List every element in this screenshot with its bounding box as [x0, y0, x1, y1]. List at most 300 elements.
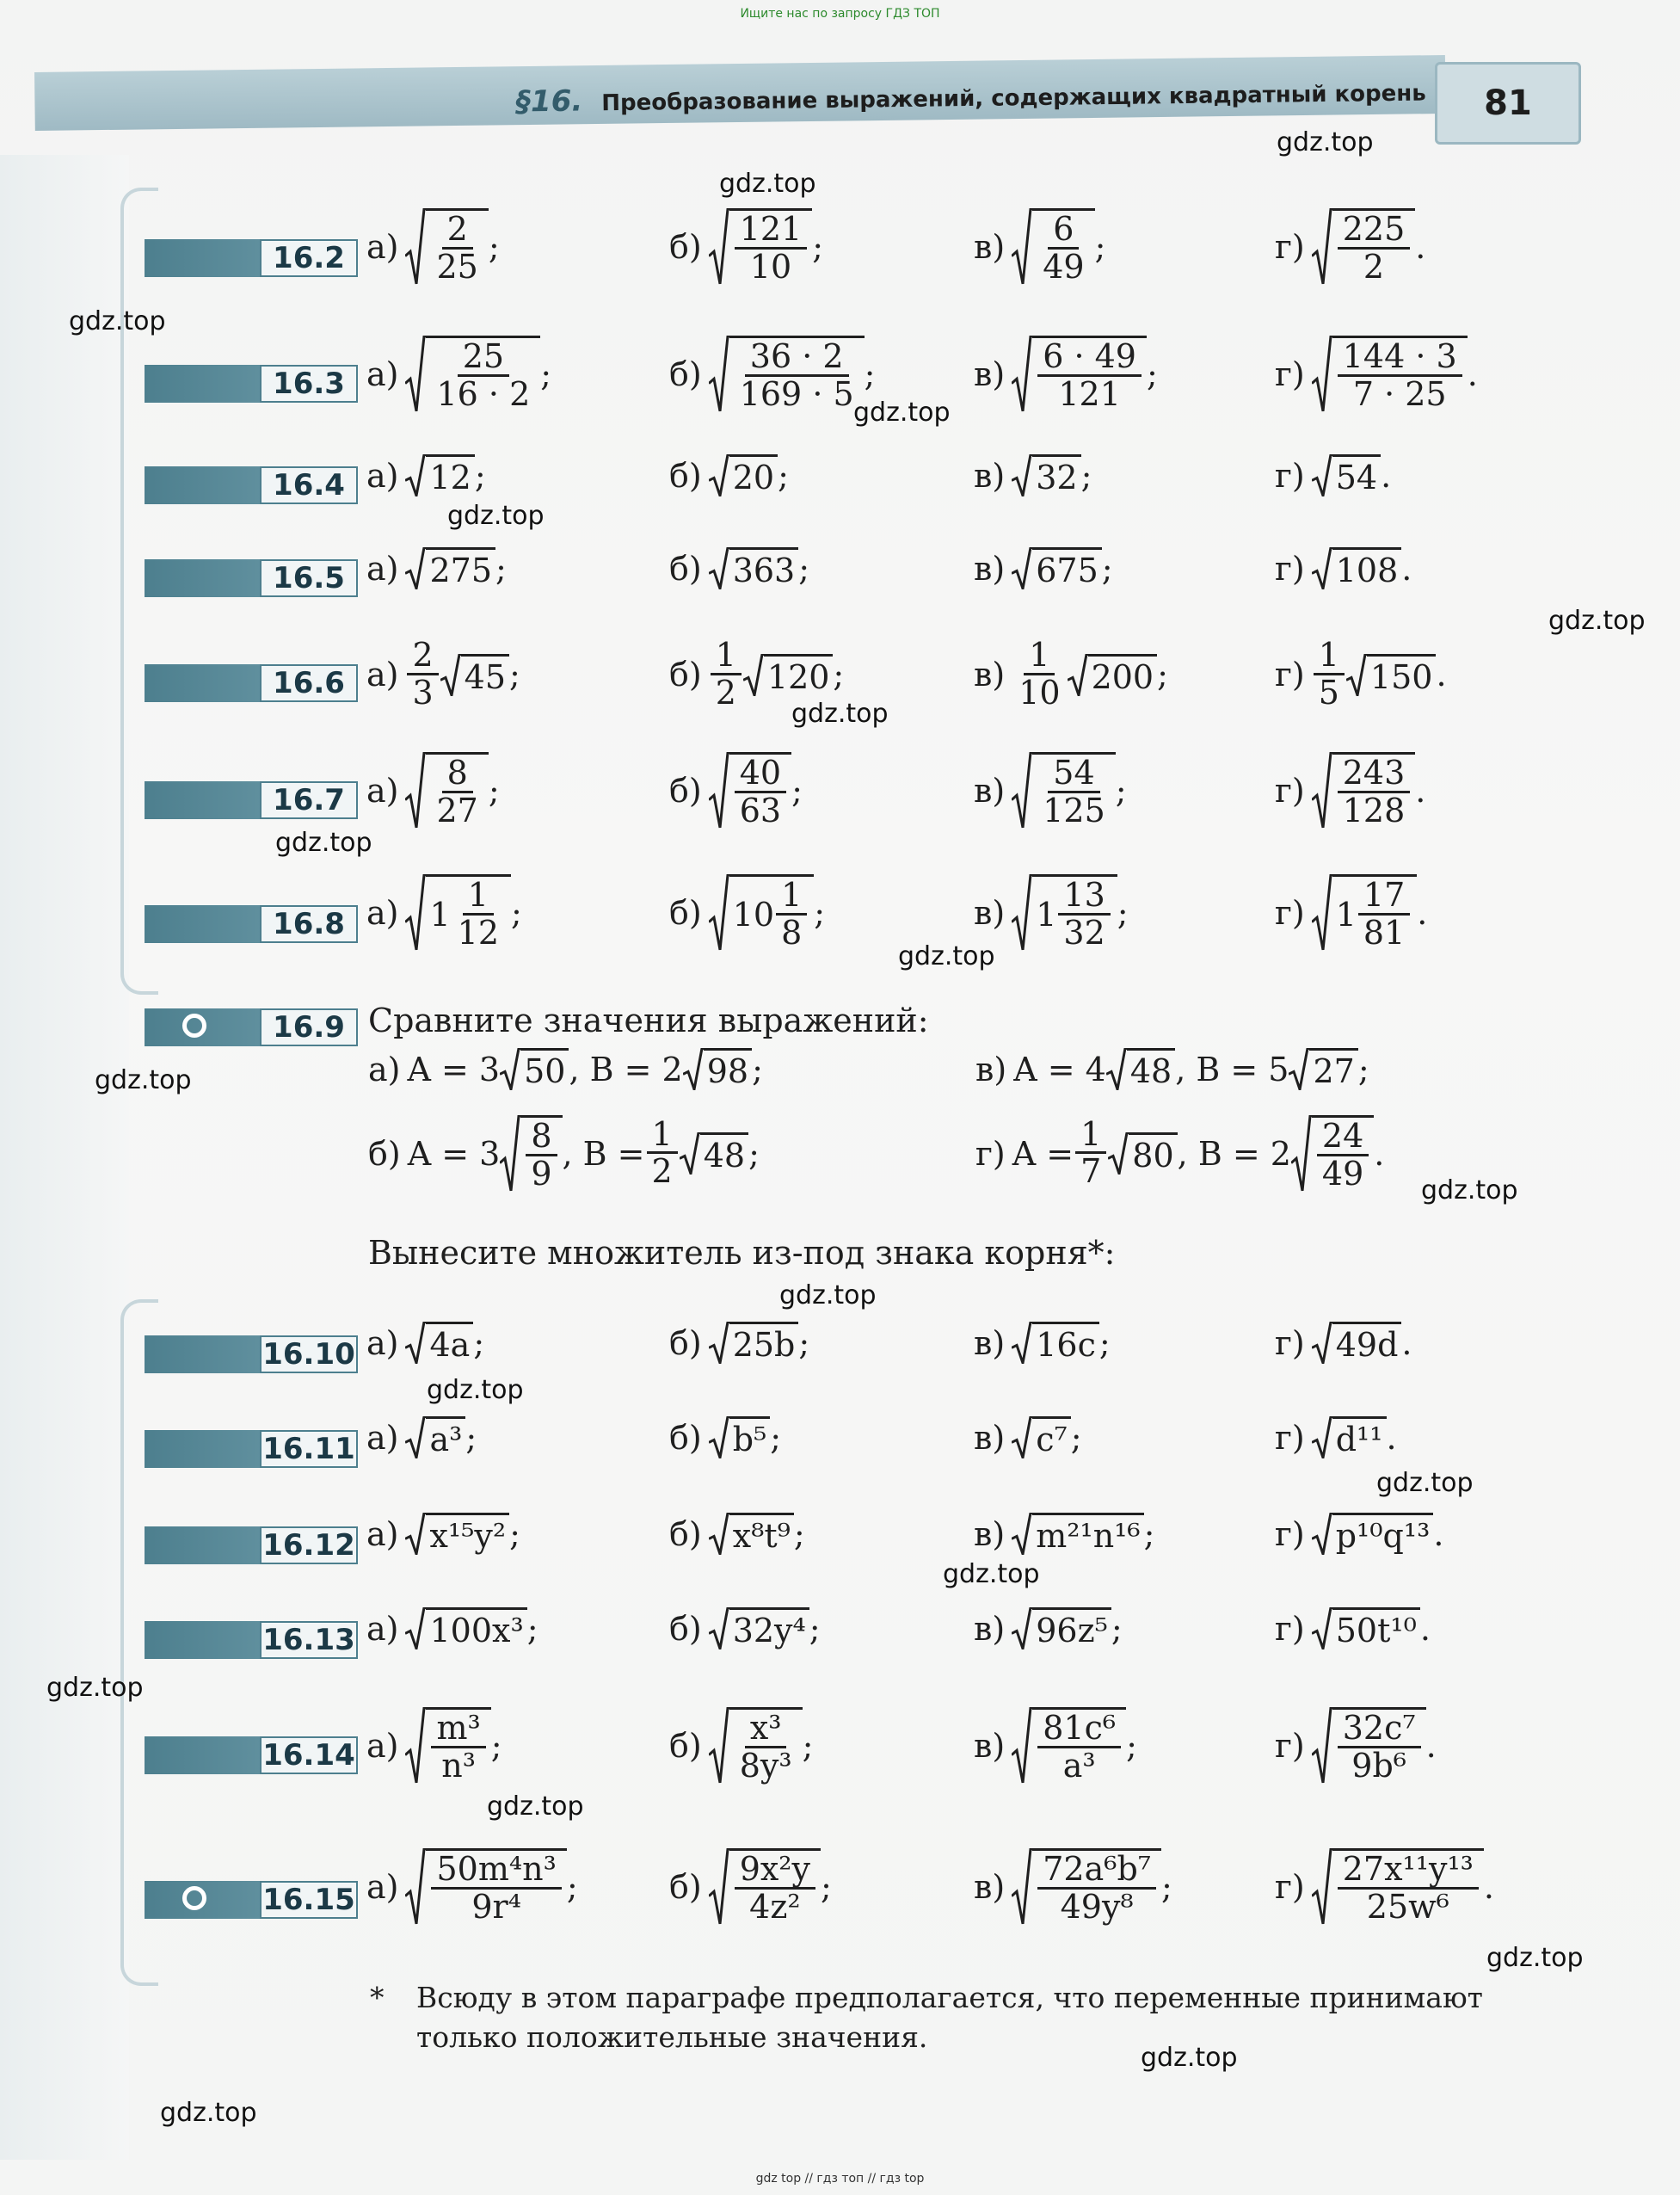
item-letter: в) — [974, 1609, 1006, 1648]
radical-sign-icon — [709, 874, 729, 952]
radicand — [1032, 1607, 1111, 1649]
radicand — [729, 1707, 803, 1785]
denominator: 63 — [739, 791, 782, 829]
denominator: 32 — [1063, 913, 1105, 952]
radical-sign-icon — [1012, 874, 1032, 952]
radicand — [729, 1416, 771, 1458]
item-v — [974, 874, 1129, 952]
item-a — [366, 547, 507, 589]
radicand — [1032, 1513, 1143, 1555]
numerator: 8 — [442, 756, 473, 793]
punctuation: ; — [495, 549, 507, 588]
numerator: 36 · 2 — [745, 340, 849, 377]
denominator: 25w⁶ — [1366, 1887, 1449, 1926]
item-b — [669, 336, 875, 413]
watermark: gdz.top — [46, 1673, 144, 1703]
radical-sign-icon — [709, 752, 729, 829]
punctuation: . — [1415, 771, 1426, 810]
radical — [1012, 752, 1116, 829]
radicand — [426, 752, 488, 829]
item-letter: б) — [669, 1867, 702, 1906]
radicand-value: 120 — [766, 657, 830, 696]
radical — [405, 874, 511, 952]
item-letter: а) — [366, 456, 399, 495]
radical-sign-icon — [1012, 1416, 1032, 1458]
punctuation: ; — [752, 1050, 763, 1088]
punctuation: ; — [526, 1609, 538, 1648]
punctuation: ; — [791, 771, 803, 810]
radical — [405, 752, 488, 829]
item-letter: г) — [1275, 1726, 1305, 1765]
radicand — [1088, 654, 1158, 696]
radical — [1312, 1416, 1387, 1458]
punctuation: . — [1425, 1726, 1437, 1765]
radicand — [729, 1848, 821, 1926]
item-b — [669, 752, 803, 829]
item-letter: б) — [669, 456, 702, 495]
punctuation: ; — [864, 355, 876, 393]
item-g — [1275, 752, 1425, 829]
punctuation: . — [1436, 656, 1447, 694]
watermark: gdz.top — [1548, 606, 1646, 636]
radical-sign-icon — [1312, 1322, 1332, 1364]
punctuation: ; — [509, 1514, 520, 1553]
punctuation: ; — [821, 1867, 832, 1906]
radicand — [729, 874, 815, 952]
radicand — [426, 547, 495, 589]
expr-b: , B = 2 — [1177, 1134, 1291, 1173]
exercise-number-tab — [145, 1335, 358, 1373]
denominator: 10 — [1018, 673, 1061, 712]
radical — [709, 454, 778, 496]
radicand — [700, 1132, 748, 1175]
item-letter: в) — [974, 771, 1006, 810]
radicand-value: c⁷ — [1036, 1421, 1068, 1458]
radicand — [461, 654, 509, 696]
numerator: 1 — [1314, 638, 1345, 675]
radicand-value: p¹⁰q¹³ — [1335, 1517, 1431, 1555]
expr-a: A = — [1012, 1134, 1074, 1173]
numerator: 13 — [1058, 879, 1110, 916]
item-letter: в) — [975, 1050, 1007, 1088]
punctuation: ; — [1111, 1609, 1123, 1648]
radical — [1012, 208, 1094, 286]
radical — [405, 336, 540, 413]
exercise-number-tab — [145, 781, 358, 819]
radicand — [729, 336, 865, 413]
radicand-value: 45 — [464, 657, 507, 696]
punctuation: . — [1467, 355, 1478, 393]
fraction — [1013, 638, 1065, 712]
punctuation: ; — [778, 456, 789, 495]
radical-sign-icon — [709, 1607, 729, 1649]
radicand — [1332, 874, 1418, 952]
numerator: 2 — [407, 638, 438, 675]
punctuation: . — [1483, 1867, 1495, 1906]
radical-sign-icon — [405, 874, 426, 952]
item-v — [974, 1416, 1082, 1458]
radicand — [1332, 336, 1468, 413]
radicand — [729, 1513, 794, 1555]
radicand-value: x⁸t⁹ — [732, 1517, 791, 1555]
item-letter: а) — [366, 355, 399, 393]
radicand — [1309, 1048, 1357, 1090]
radicand-value: 150 — [1369, 657, 1433, 696]
item-a — [366, 638, 520, 712]
punctuation: ; — [490, 1726, 502, 1765]
whole-part: 10 — [732, 896, 775, 934]
radical — [709, 1707, 803, 1785]
punctuation: ; — [802, 1726, 814, 1765]
item-g — [1275, 1416, 1397, 1458]
item-v — [974, 1707, 1137, 1785]
item-a — [366, 1322, 484, 1364]
radical — [1012, 1416, 1071, 1458]
radicand-value: 200 — [1091, 657, 1154, 696]
radicand — [426, 1322, 473, 1364]
punctuation: ; — [474, 456, 486, 495]
watermark: gdz.top — [1486, 1943, 1584, 1973]
item-letter: г) — [1275, 893, 1305, 932]
punctuation: ; — [1098, 1323, 1111, 1362]
numerator: 1 — [647, 1118, 678, 1155]
item-g — [975, 1115, 1384, 1193]
radical — [1312, 1607, 1420, 1649]
radical-sign-icon — [405, 547, 426, 589]
radicand — [1032, 752, 1116, 829]
radicand — [729, 1607, 809, 1649]
item-letter: а) — [366, 1418, 399, 1457]
radicand — [426, 1707, 490, 1785]
watermark: gdz.top — [853, 398, 951, 428]
denominator: 7 · 25 — [1352, 374, 1447, 413]
numerator: 225 — [1338, 213, 1411, 250]
footnote-line-2: только положительные значения. — [416, 2020, 928, 2054]
radical — [709, 208, 813, 286]
fraction — [407, 638, 438, 712]
punctuation: ; — [1147, 355, 1158, 393]
exercise-number-tab — [145, 1621, 358, 1659]
radical-sign-icon — [500, 1048, 520, 1090]
radicand — [1367, 654, 1437, 696]
radicand — [1332, 547, 1402, 589]
denominator: 10 — [749, 247, 792, 286]
numerator: 32c⁷ — [1338, 1711, 1421, 1748]
radical — [405, 1513, 509, 1555]
item-letter: б) — [669, 893, 702, 932]
radical-sign-icon — [405, 1607, 426, 1649]
radicand — [426, 1848, 566, 1926]
radical — [709, 1416, 771, 1458]
radical — [405, 1848, 566, 1926]
radical-sign-icon — [1012, 1848, 1032, 1926]
radicand-value: 80 — [1132, 1137, 1174, 1175]
radical — [405, 1607, 526, 1649]
item-letter: в) — [974, 227, 1006, 266]
watermark: gdz.top — [160, 2098, 257, 2128]
denominator: 9 — [531, 1154, 552, 1193]
radical — [405, 547, 495, 589]
radical — [680, 1132, 748, 1175]
radical — [1312, 1848, 1484, 1926]
fraction — [1037, 210, 1089, 286]
radicand — [764, 654, 834, 696]
punctuation: ; — [1161, 1867, 1172, 1906]
radicand-value: 32y⁴ — [732, 1612, 806, 1649]
radical-sign-icon — [1312, 454, 1332, 496]
watermark: gdz.top — [943, 1559, 1040, 1589]
item-letter: в) — [974, 893, 1006, 932]
radical-sign-icon — [500, 1115, 520, 1193]
radicand — [426, 1513, 509, 1555]
radical-sign-icon — [1346, 654, 1367, 696]
radicand — [1332, 208, 1416, 286]
radical — [709, 1513, 794, 1555]
item-g — [1275, 1707, 1437, 1785]
punctuation: ; — [770, 1418, 782, 1457]
radical-sign-icon — [1312, 547, 1332, 589]
fraction — [431, 756, 483, 829]
exercise-number-tab — [145, 1430, 358, 1468]
watermark: gdz.top — [898, 941, 995, 971]
exercise-number-tab — [145, 905, 358, 943]
punctuation: . — [1433, 1514, 1444, 1553]
denominator: 12 — [457, 913, 500, 952]
item-letter: а) — [366, 1514, 399, 1553]
radicand — [1332, 454, 1381, 496]
radical — [709, 547, 799, 589]
item-v — [974, 547, 1113, 589]
watermark: gdz.top — [69, 306, 166, 336]
radical — [1312, 1707, 1426, 1785]
radicand-value: 363 — [732, 552, 796, 589]
whole-part: 1 — [1036, 896, 1057, 934]
fraction — [1358, 876, 1410, 952]
fraction — [1338, 337, 1462, 413]
radicand-value: 675 — [1036, 552, 1098, 589]
radicand-value: 96z⁵ — [1036, 1612, 1108, 1649]
item-letter: г) — [1275, 1609, 1305, 1648]
denominator: 4z² — [749, 1887, 801, 1926]
item-letter: г) — [1275, 771, 1305, 810]
radicand — [729, 547, 799, 589]
item-a — [366, 1707, 502, 1785]
item-g — [1275, 638, 1447, 712]
denominator: 2 — [715, 673, 736, 712]
radicand-value: 98 — [706, 1052, 749, 1090]
punctuation: . — [1419, 1609, 1431, 1648]
radical-sign-icon — [709, 1416, 729, 1458]
exercise-number: 16.10 — [260, 1335, 358, 1373]
fraction — [1058, 876, 1110, 952]
denominator: 16 · 2 — [436, 374, 531, 413]
item-letter: в) — [974, 355, 1006, 393]
radicand-value: 100x³ — [429, 1612, 524, 1649]
item-letter: в) — [974, 1726, 1006, 1765]
exercise-number: 16.12 — [260, 1526, 358, 1564]
item-letter: а) — [366, 1609, 399, 1648]
numerator: 2 — [442, 213, 473, 250]
radical — [1012, 1707, 1126, 1785]
punctuation: ; — [488, 227, 500, 266]
radical — [1312, 208, 1416, 286]
radicand — [1332, 1416, 1387, 1458]
fraction — [1338, 1850, 1479, 1926]
radical-sign-icon — [709, 1707, 729, 1785]
fraction — [1037, 337, 1142, 413]
radical — [1012, 1513, 1143, 1555]
item-v — [974, 638, 1168, 712]
watermark: gdz.top — [791, 699, 889, 729]
denominator: 8 — [781, 913, 803, 952]
numerator: 24 — [1317, 1119, 1369, 1156]
punctuation: ; — [465, 1418, 477, 1457]
exercise-number-tab — [145, 664, 358, 702]
punctuation: ; — [798, 1323, 810, 1362]
item-g — [1275, 547, 1412, 589]
radical-sign-icon — [405, 208, 426, 286]
item-letter: в) — [974, 1867, 1006, 1906]
radical-sign-icon — [440, 654, 461, 696]
fraction — [647, 1114, 678, 1191]
punctuation: ; — [1157, 656, 1168, 694]
fraction — [431, 210, 483, 286]
numerator: 27x¹¹y¹³ — [1338, 1853, 1479, 1890]
item-g — [1275, 1848, 1494, 1926]
radical-sign-icon — [680, 1132, 700, 1175]
item-g — [1275, 1513, 1443, 1555]
radical-sign-icon — [1291, 1115, 1312, 1193]
margin-shade — [0, 155, 129, 2160]
radical-sign-icon — [1012, 547, 1032, 589]
radical — [405, 208, 488, 286]
mixed-number — [732, 876, 809, 952]
item-letter: а) — [366, 227, 399, 266]
radicand — [520, 1048, 569, 1090]
watermark: gdz.top — [1277, 127, 1374, 157]
punctuation: ; — [1080, 456, 1092, 495]
exercise-number: 16.3 — [260, 365, 358, 403]
watermark: gdz.top — [275, 828, 372, 858]
radical — [1312, 336, 1468, 413]
denominator: 9b⁶ — [1351, 1746, 1407, 1785]
numerator: 144 · 3 — [1338, 340, 1462, 377]
radicand — [1032, 1707, 1126, 1785]
section-title: Преобразование выражений, содержащих квадратный корень — [601, 80, 1426, 117]
denominator: 2 — [651, 1152, 673, 1191]
expr-a: A = 3 — [407, 1134, 501, 1173]
item-letter: а) — [366, 1726, 399, 1765]
radicand — [1332, 1513, 1434, 1555]
denominator: 49y⁸ — [1060, 1887, 1134, 1926]
item-v — [974, 752, 1127, 829]
exercise-number: 16.5 — [260, 559, 358, 597]
radical-sign-icon — [1289, 1048, 1309, 1090]
radicand — [729, 752, 791, 829]
footnote-mark: * — [370, 1981, 385, 2014]
numerator: 1 — [776, 879, 807, 916]
radicand — [1312, 1115, 1374, 1193]
denominator: 169 · 5 — [739, 374, 854, 413]
radicand — [729, 454, 778, 496]
radicand-value: 108 — [1335, 552, 1399, 589]
item-b — [669, 1848, 832, 1926]
item-letter: г) — [1275, 1867, 1305, 1906]
expr-b: , B = 5 — [1175, 1050, 1289, 1088]
item-letter: в) — [974, 456, 1006, 495]
item-v — [974, 1848, 1172, 1926]
exercise-number-tab — [145, 1881, 358, 1919]
denominator: n³ — [441, 1746, 476, 1785]
radical-sign-icon — [1012, 1513, 1032, 1555]
radical-sign-icon — [709, 1848, 729, 1926]
numerator: 243 — [1338, 756, 1411, 793]
item-v — [974, 1607, 1123, 1649]
punctuation: ; — [488, 771, 500, 810]
item-a — [366, 336, 551, 413]
radical — [1012, 336, 1147, 413]
item-g — [1275, 208, 1425, 286]
item-a — [366, 1848, 578, 1926]
radical-sign-icon — [743, 654, 764, 696]
item-a — [366, 454, 486, 496]
item-letter: в) — [974, 1323, 1006, 1362]
radical — [1012, 874, 1117, 952]
numerator: 6 — [1048, 213, 1079, 250]
denominator: 3 — [412, 673, 434, 712]
item-a — [366, 874, 522, 952]
radicand — [1032, 1322, 1099, 1364]
radicand — [729, 208, 813, 286]
fraction — [1314, 638, 1345, 712]
numerator: m³ — [431, 1711, 485, 1748]
radical-sign-icon — [405, 1848, 426, 1926]
radicand-value: 32 — [1036, 459, 1078, 496]
radical-sign-icon — [683, 1048, 704, 1090]
expr-b: , B = 2 — [569, 1050, 683, 1088]
radicand — [1127, 1048, 1175, 1090]
radical — [709, 752, 791, 829]
radical — [709, 336, 865, 413]
numerator: 1 — [1024, 638, 1055, 675]
denominator: 7 — [1080, 1152, 1102, 1191]
item-letter: г) — [1275, 1323, 1305, 1362]
item-letter: б) — [669, 1609, 702, 1648]
numerator: 50m⁴n³ — [431, 1853, 561, 1890]
item-letter: б) — [669, 1514, 702, 1553]
fraction — [1037, 1711, 1121, 1785]
item-b — [669, 1513, 805, 1555]
item-v — [974, 454, 1092, 496]
numerator: x³ — [745, 1711, 787, 1748]
radical-sign-icon — [709, 454, 729, 496]
watermark: gdz.top — [1141, 2043, 1238, 2073]
expr-a: A = 3 — [407, 1050, 501, 1088]
radical — [405, 1416, 465, 1458]
fraction — [735, 210, 808, 286]
numerator: 40 — [735, 756, 786, 793]
punctuation: ; — [833, 656, 845, 694]
exercise-number-tab — [145, 559, 358, 597]
page-number: 81 — [1435, 62, 1581, 145]
radical — [1108, 1132, 1177, 1175]
item-letter: б) — [368, 1134, 401, 1173]
fraction — [526, 1119, 557, 1193]
item-v — [974, 336, 1158, 413]
punctuation: ; — [1126, 1726, 1137, 1765]
radical — [500, 1048, 569, 1090]
item-letter: а) — [366, 656, 399, 694]
